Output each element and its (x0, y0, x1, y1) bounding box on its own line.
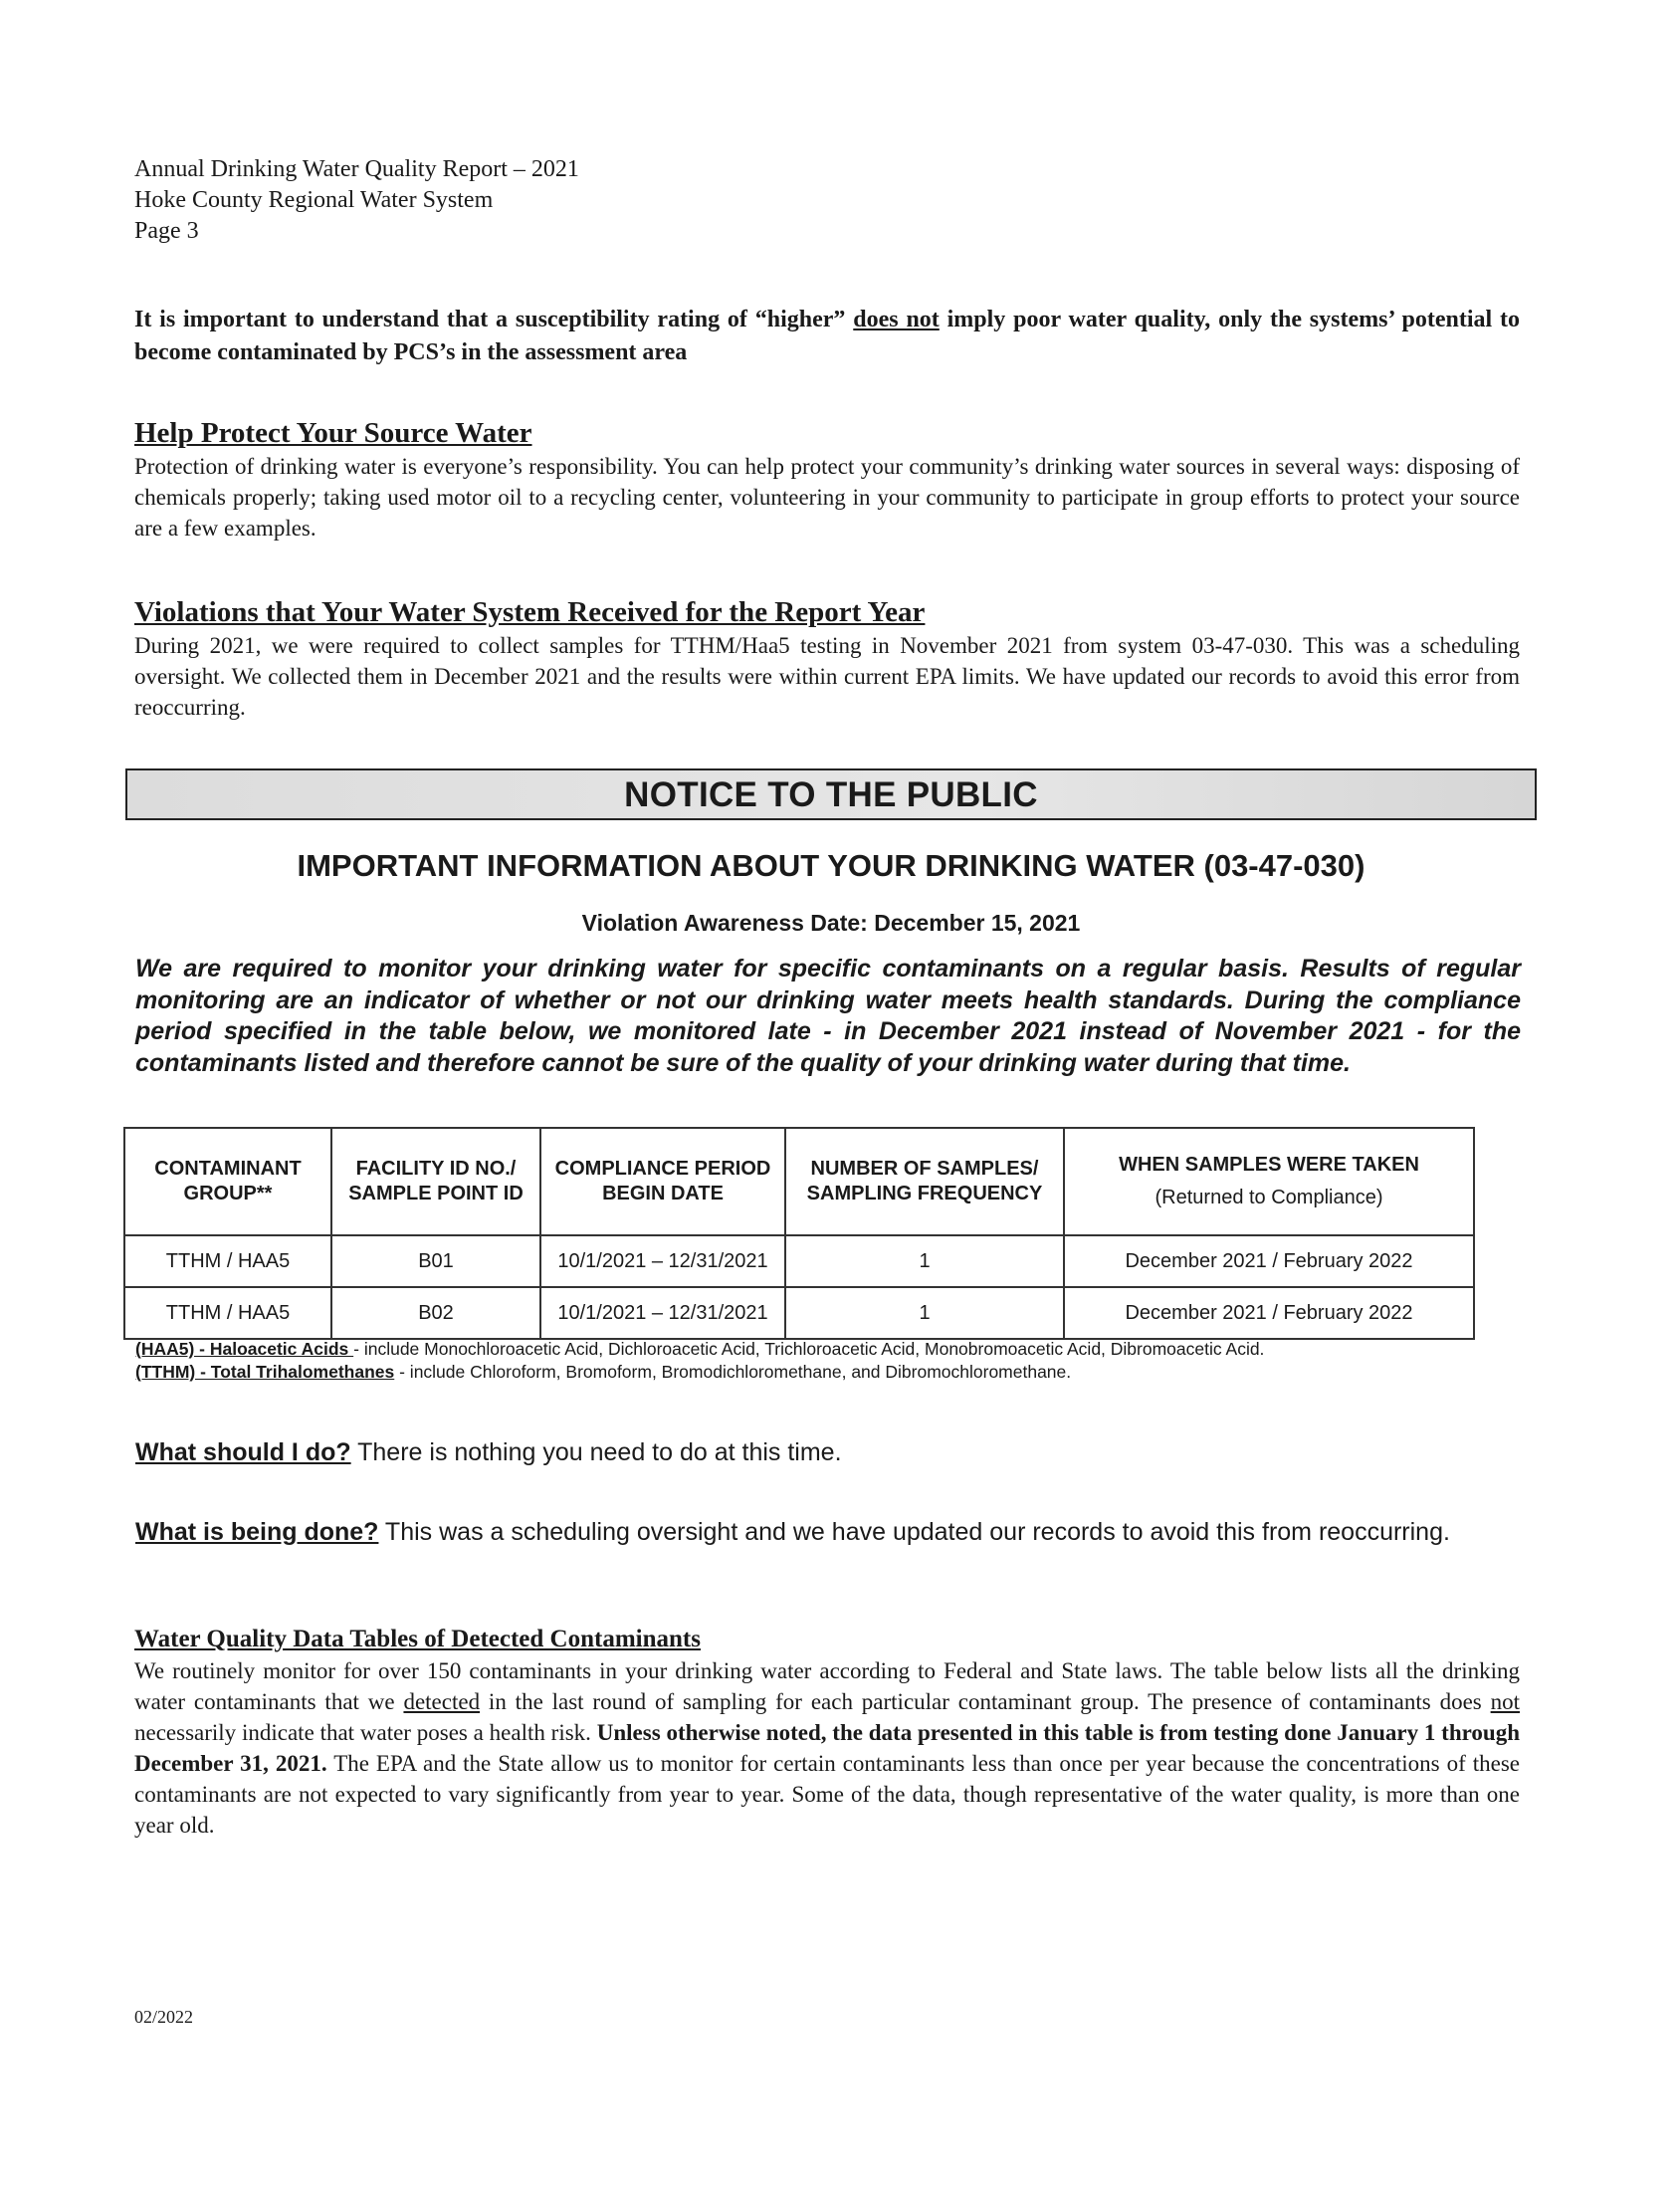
notice-banner (125, 768, 1537, 820)
violation-awareness-date: Violation Awareness Date: December 15, 2021 (581, 910, 1081, 936)
protect-source-title: Help Protect Your Source Water (134, 417, 532, 449)
report-title: Annual Drinking Water Quality Report – 2021 (134, 156, 579, 182)
water-quality-body: We routinely monitor for over 150 contaminants in your drinking water according to Federal and State laws. The table below lists all the drinking water contaminants that we detected in the last round of sampling for each particular contaminant group. The presence of contaminants does not necessarily indicate that water poses a health risk. Unless otherwise noted, the data presented in this table is from testing done January 1 through December 31, 2021. The EPA and the State allow us to monitor for certain contaminants less than once per year because the concentrations of these contaminants are not expected to vary significantly from year to year. Some of the data, though representative of the water quality, is more than one year old. (134, 1658, 1521, 1838)
table-row (124, 1235, 1474, 1287)
cell-when: December 2021 / February 2022 (1064, 1235, 1474, 1287)
violations-body: During 2021, we were required to collect samples for TTHM/Haa5 testing in November 2021 from system 03-47-030. This was a scheduling oversight. We collected them in December 2021 and the results were within current EPA limits. We have updated our records to avoid this error from reoccurring. (134, 633, 1520, 720)
cell-group: TTHM / HAA5 (124, 1287, 331, 1339)
header-contaminant-group: CONTAMINANT GROUP** (124, 1128, 331, 1235)
what-is-being-done: What is being done? This was a scheduling oversight and we have updated our records to avoid this from reoccurring. (135, 1518, 1450, 1546)
header-number-of-samples: NUMBER OF SAMPLES/ SAMPLING FREQUENCY (785, 1128, 1064, 1235)
cell-facility: B01 (331, 1235, 540, 1287)
cell-samples: 1 (785, 1287, 1064, 1339)
haa5-definition: (HAA5) - Haloacetic Acids - include Monochloroacetic Acid, Dichloroacetic Acid, Trichloroacetic Acid, Monobromoacetic Acid, Dibromoacetic Acid. (135, 1339, 1265, 1359)
protect-source-body: Protection of drinking water is everyone’s responsibility. You can help protect your community’s drinking water sources in several ways: disposing of chemicals properly; taking used motor oil to a recycling center, volunteering in your community to participate in group efforts to protect your source are a few examples. (134, 454, 1520, 541)
susceptibility-note: It is important to understand that a susceptibility rating of “higher” does not imply poor water quality, only the systems’ potential to become contaminated by PCS’s in the assessment area (134, 307, 1521, 365)
header-facility-id: FACILITY ID NO./ SAMPLE POINT ID (331, 1128, 540, 1235)
system-name: Hoke County Regional Water System (134, 187, 494, 213)
tthm-definition: (TTHM) - Total Trihalomethanes - include Chloroform, Bromoform, Bromodichloromethane, and Dibromochloromethane. (135, 1362, 1072, 1382)
important-info-heading: IMPORTANT INFORMATION ABOUT YOUR DRINKING WATER (03-47-030) (297, 848, 1365, 883)
page-number: Page 3 (134, 218, 199, 244)
header-when-taken: WHEN SAMPLES WERE TAKEN (Returned to Compliance) (1064, 1128, 1474, 1235)
water-quality-title: Water Quality Data Tables of Detected Contaminants (134, 1626, 701, 1652)
table-header-row (124, 1128, 1474, 1235)
notice-banner-text: NOTICE TO THE PUBLIC (624, 775, 1038, 814)
what-should-i-do: What should I do? There is nothing you need to do at this time. (135, 1438, 842, 1466)
cell-when: December 2021 / February 2022 (1064, 1287, 1474, 1339)
cell-facility: B02 (331, 1287, 540, 1339)
header-compliance-period: COMPLIANCE PERIOD BEGIN DATE (540, 1128, 785, 1235)
violation-table (123, 1127, 1475, 1340)
table-footnotes (135, 1338, 1264, 1384)
cell-samples: 1 (785, 1235, 1064, 1287)
header-when-taken-sub: (Returned to Compliance) (1155, 1187, 1383, 1208)
notice-intro: We are required to monitor your drinking water for specific contaminants on a regular basis. Results of regular monitoring are an indicator of whether or not our drinking water meets health standards. During the compliance period specified in the table below, we monitored late - in December 2021 instead of November 2021 - for the contaminants listed and therefore cannot be sure of the quality of your drinking water during that time. (135, 955, 1521, 1077)
cell-group: TTHM / HAA5 (124, 1235, 331, 1287)
report-header (134, 154, 579, 247)
cell-period: 10/1/2021 – 12/31/2021 (540, 1235, 785, 1287)
violations-title: Violations that Your Water System Received for the Report Year (134, 596, 926, 628)
table-row (124, 1287, 1474, 1339)
footer-date: 02/2022 (134, 2007, 194, 2027)
cell-period: 10/1/2021 – 12/31/2021 (540, 1287, 785, 1339)
